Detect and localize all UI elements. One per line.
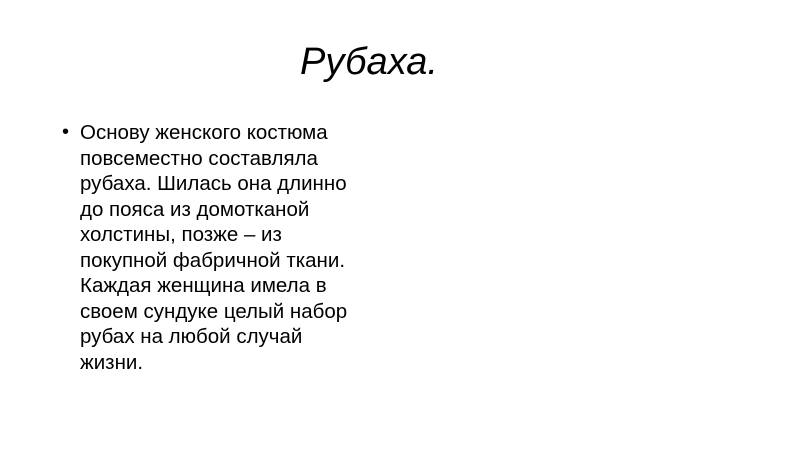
text-line: своем сундуке целый набор [80,299,348,323]
text-line: Основу женского костюма [80,121,328,144]
text-line: Каждая женщина имела в [80,274,327,297]
bullet-text [80,120,372,375]
text-line: холстины, позже – из [80,223,282,246]
slide-content [62,120,372,380]
bullet-item [62,120,372,375]
text-line: покупной фабричной ткани. [80,248,346,272]
text-line: рубаха. Шилась она длинно [80,172,347,195]
text-line: рубах на любой случай [80,325,303,348]
text-line: жизни. [80,350,144,374]
bullet-marker: • [62,121,70,143]
slide-title: Рубаха. [300,41,438,83]
text-line: до пояса из домотканой [80,197,310,221]
text-line: повсеместно составляла [80,146,318,170]
